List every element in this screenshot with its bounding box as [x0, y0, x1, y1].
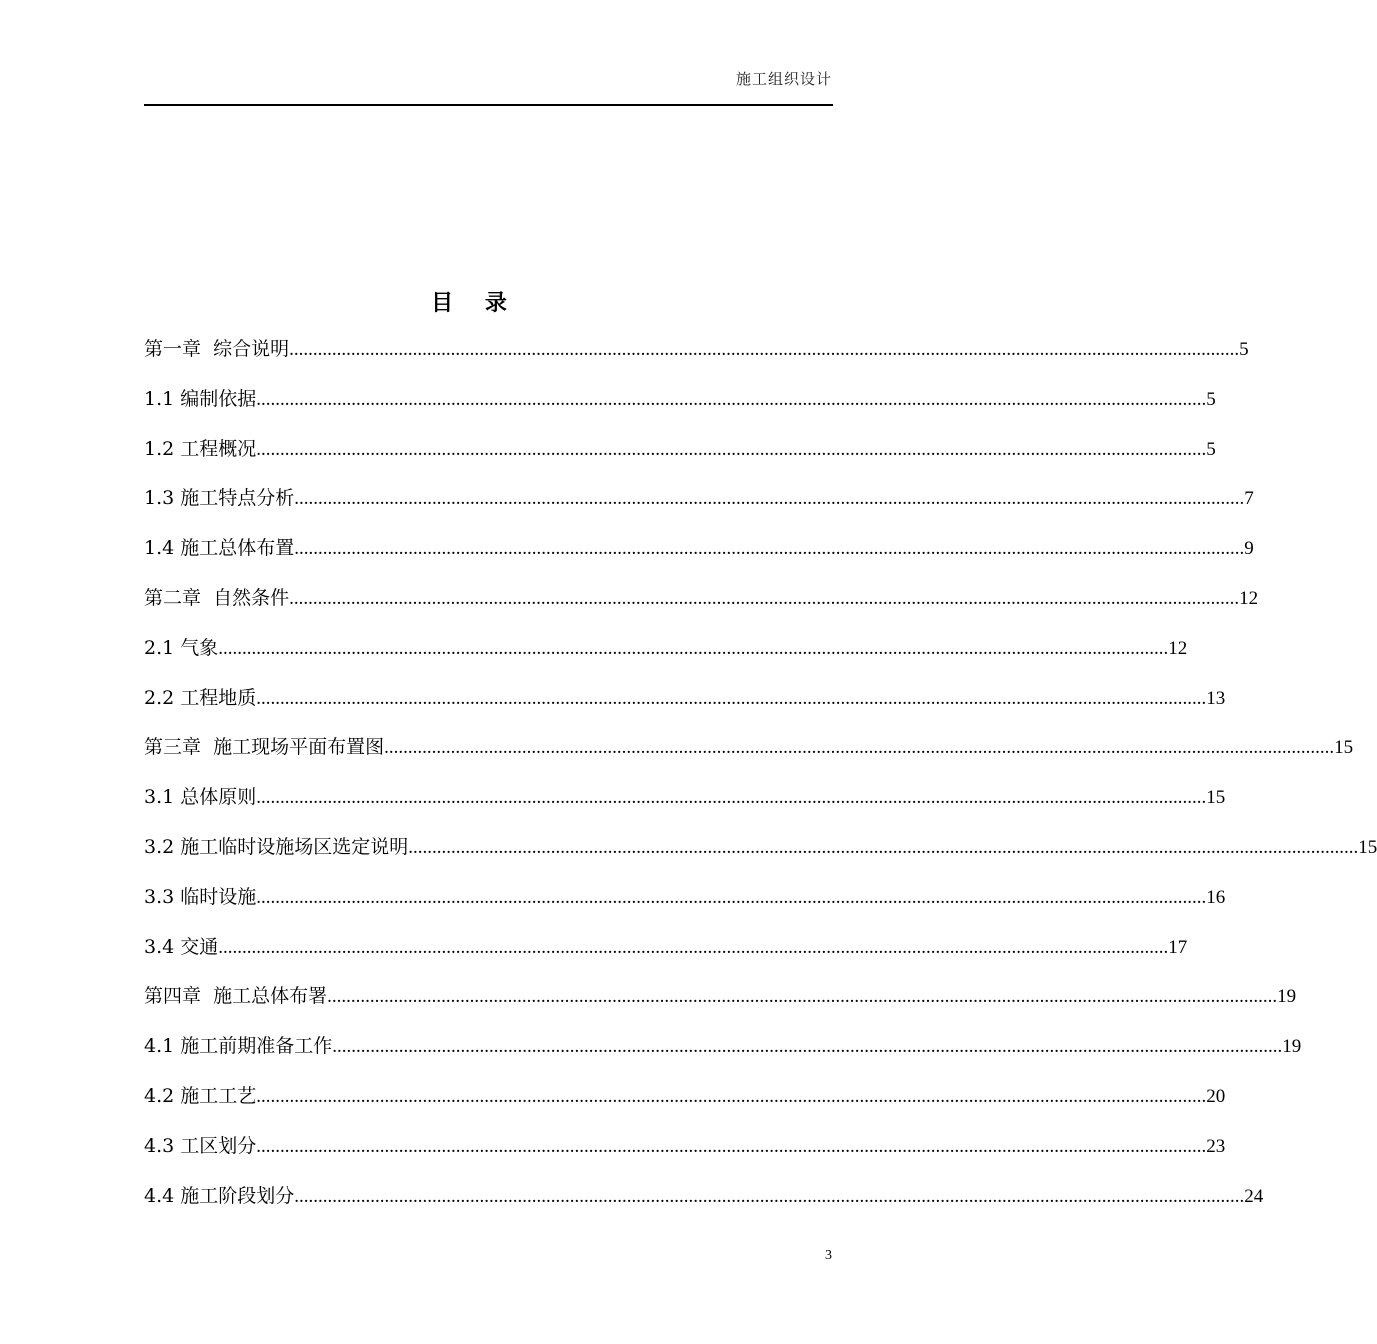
dot-leader: ........................................................................................................................................................................................................	[256, 687, 1207, 709]
toc-entry-label: 3.2 施工临时设施场区选定说明	[144, 835, 409, 858]
toc-entry-page: 13	[1206, 687, 1226, 709]
toc-entry-page: 23	[1206, 1135, 1226, 1157]
toc-entry-page: 17	[1168, 936, 1188, 958]
dot-leader: ........................................................................................................................................................................................................	[256, 438, 1207, 460]
dot-leader: ........................................................................................................................................................................................................	[294, 488, 1245, 510]
dot-leader: ........................................................................................................................................................................................................	[256, 1085, 1207, 1107]
toc-entry[interactable]	[144, 1131, 1226, 1181]
toc-entry-page: 7	[1244, 488, 1254, 510]
dot-leader: ........................................................................................................................................................................................................	[256, 388, 1207, 410]
toc-entry-label: 第一章 综合说明	[144, 338, 290, 360]
toc-entry-page: 5	[1206, 388, 1216, 410]
toc-entry[interactable]	[144, 483, 1254, 533]
toc-entry-label: 2.2 工程地质	[144, 686, 257, 709]
page-number: 3	[825, 1248, 832, 1263]
dot-leader: ........................................................................................................................................................................................................	[294, 538, 1245, 560]
toc-entry-label: 3.3 临时设施	[144, 885, 257, 908]
dot-leader: ........................................................................................................................................................................................................	[218, 936, 1169, 958]
dot-leader: ........................................................................................................................................................................................................	[332, 1036, 1283, 1058]
toc-entry-label: 4.3 工区划分	[144, 1134, 257, 1157]
toc-entry-page: 24	[1244, 1185, 1264, 1207]
dot-leader: ........................................................................................................................................................................................................	[289, 587, 1240, 609]
toc-entry-label: 4.4 施工阶段划分	[144, 1184, 295, 1207]
toc-entry[interactable]	[144, 533, 1254, 583]
toc-entry[interactable]	[144, 1031, 1302, 1081]
dot-leader: ........................................................................................................................................................................................................	[256, 787, 1207, 809]
toc-entry-page: 12	[1239, 587, 1259, 609]
toc-entry[interactable]	[144, 732, 1354, 782]
toc-entry-label: 第三章 施工现场平面布置图	[144, 736, 385, 759]
dot-leader: ........................................................................................................................................................................................................	[294, 1185, 1245, 1207]
toc-entry-label: 第四章 施工总体布署	[144, 985, 328, 1008]
toc-entry-label: 4.1 施工前期准备工作	[144, 1035, 333, 1058]
toc-entry-label: 1.1 编制依据	[144, 387, 257, 410]
dot-leader: ........................................................................................................................................................................................................	[256, 1135, 1207, 1157]
toc-entry-label: 第二章 自然条件	[144, 586, 290, 609]
toc-entry[interactable]	[144, 782, 1226, 832]
toc-entry-page: 20	[1206, 1085, 1226, 1107]
toc-entry-page: 9	[1244, 538, 1254, 560]
toc-entry[interactable]	[144, 1181, 1264, 1231]
dot-leader: ........................................................................................................................................................................................................	[327, 986, 1278, 1008]
toc-entry-label: 4.2 施工工艺	[144, 1084, 257, 1107]
header-rule	[144, 104, 833, 106]
toc-entry[interactable]	[144, 832, 1377, 882]
toc-entry-label: 3.1 总体原则	[144, 786, 257, 809]
toc-list	[144, 334, 1377, 1230]
toc-entry[interactable]	[144, 981, 1297, 1031]
toc-entry-page: 12	[1168, 637, 1188, 659]
toc-entry-label: 1.3 施工特点分析	[144, 487, 295, 510]
dot-leader: ........................................................................................................................................................................................................	[384, 737, 1335, 759]
toc-entry[interactable]	[144, 583, 1259, 633]
dot-leader: ........................................................................................................................................................................................................	[408, 836, 1359, 858]
running-header: 施工组织设计	[735, 70, 832, 88]
toc-entry-page: 19	[1282, 1036, 1302, 1058]
toc-entry[interactable]	[144, 334, 1249, 384]
toc-entry[interactable]	[144, 683, 1226, 733]
dot-leader: ........................................................................................................................................................................................................	[289, 339, 1240, 360]
toc-entry-page: 15	[1334, 737, 1354, 759]
toc-entry[interactable]	[144, 434, 1216, 484]
toc-entry-page: 16	[1206, 886, 1226, 908]
toc-entry-page: 19	[1277, 986, 1297, 1008]
toc-entry-label: 1.2 工程概况	[144, 437, 257, 460]
toc-entry[interactable]	[144, 1081, 1226, 1131]
toc-entry-label: 2.1 气象	[144, 636, 219, 659]
toc-entry-page: 15	[1206, 787, 1226, 809]
toc-entry[interactable]	[144, 633, 1188, 683]
dot-leader: ........................................................................................................................................................................................................	[256, 886, 1207, 908]
toc-entry[interactable]	[144, 882, 1226, 932]
toc-entry-page: 5	[1206, 438, 1216, 460]
toc-title: 目 录	[431, 291, 519, 316]
toc-entry[interactable]	[144, 384, 1216, 434]
dot-leader: ........................................................................................................................................................................................................	[218, 637, 1169, 659]
toc-entry-label: 3.4 交通	[144, 935, 219, 958]
toc-entry-page: 5	[1239, 339, 1249, 360]
toc-entry[interactable]	[144, 932, 1188, 982]
toc-entry-label: 1.4 施工总体布置	[144, 537, 295, 560]
toc-entry-page: 15	[1358, 836, 1377, 858]
